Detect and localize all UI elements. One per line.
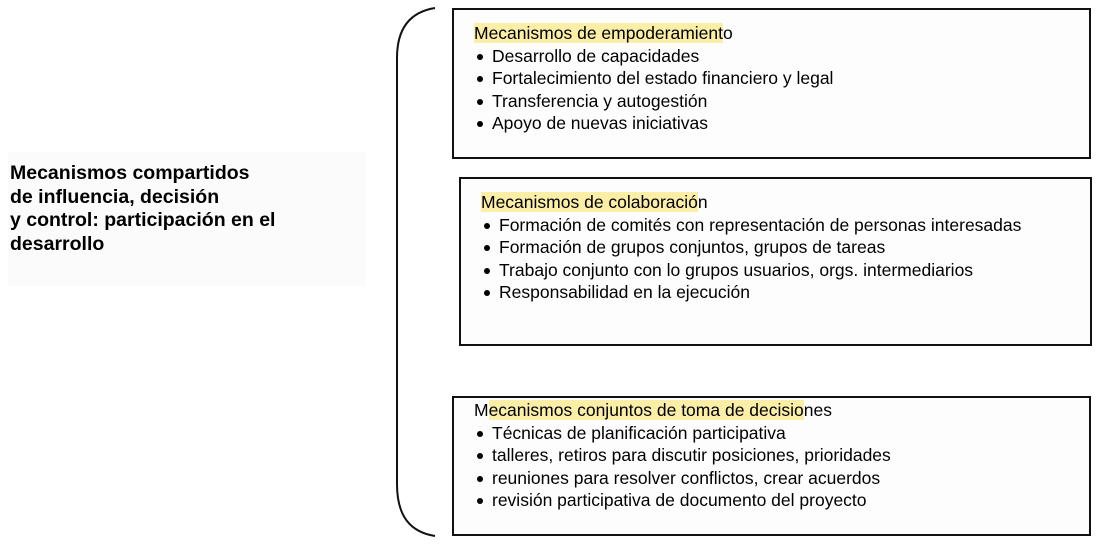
list-item: Formación de comités con representación de personas interesadas — [481, 214, 1070, 237]
label-line: de influencia, decisión — [10, 185, 220, 208]
list-item: talleres, retiros para discutir posiciones, prioridades — [474, 444, 1089, 467]
label-line: Mecanismos compartidos — [10, 162, 250, 184]
empowerment-mechanisms-box — [452, 8, 1091, 159]
collaboration-mechanisms-box — [459, 177, 1092, 346]
highlighted-text: Mecanismos de empoderamient — [474, 23, 724, 43]
list-item: Responsabilidad en la ejecución — [481, 281, 1070, 304]
list-item: revisión participativa de documento del proyecto — [474, 489, 1089, 512]
list-item: Transferencia y autogestión — [474, 90, 1089, 113]
central-concept-label — [8, 152, 366, 286]
list-item: Fortalecimiento del estado financiero y legal — [474, 67, 1089, 90]
bullet-list — [474, 45, 1089, 135]
list-item: reuniones para resolver conflictos, crear acuerdos — [474, 467, 1089, 490]
box-title: Mecanismos de colaboración — [481, 192, 708, 212]
list-item: Técnicas de planificación participativa — [474, 422, 1089, 445]
label-line: y control: participación en el — [10, 209, 276, 231]
joint-decision-mechanisms-box — [452, 396, 1091, 536]
bullet-list — [481, 214, 1070, 304]
list-item: Trabajo conjunto con lo grupos usuarios, orgs. intermediarios — [481, 259, 1070, 282]
highlighted-text: Mecanismos de colaboració — [481, 192, 698, 212]
box-title: Mecanismos de empoderamiento — [474, 23, 733, 43]
highlighted-text: ecanismos conjuntos de toma de decisio — [488, 400, 804, 420]
box-title: Mecanismos conjuntos de toma de decisiones — [474, 400, 832, 420]
list-item: Desarrollo de capacidades — [474, 45, 1089, 68]
curly-brace-icon — [390, 6, 440, 540]
bullet-list — [474, 422, 1089, 512]
list-item: Formación de grupos conjuntos, grupos de tareas — [481, 236, 1070, 259]
central-concept-text — [8, 152, 366, 256]
list-item: Apoyo de nuevas iniciativas — [474, 112, 1089, 135]
label-line: desarrollo — [10, 232, 105, 255]
